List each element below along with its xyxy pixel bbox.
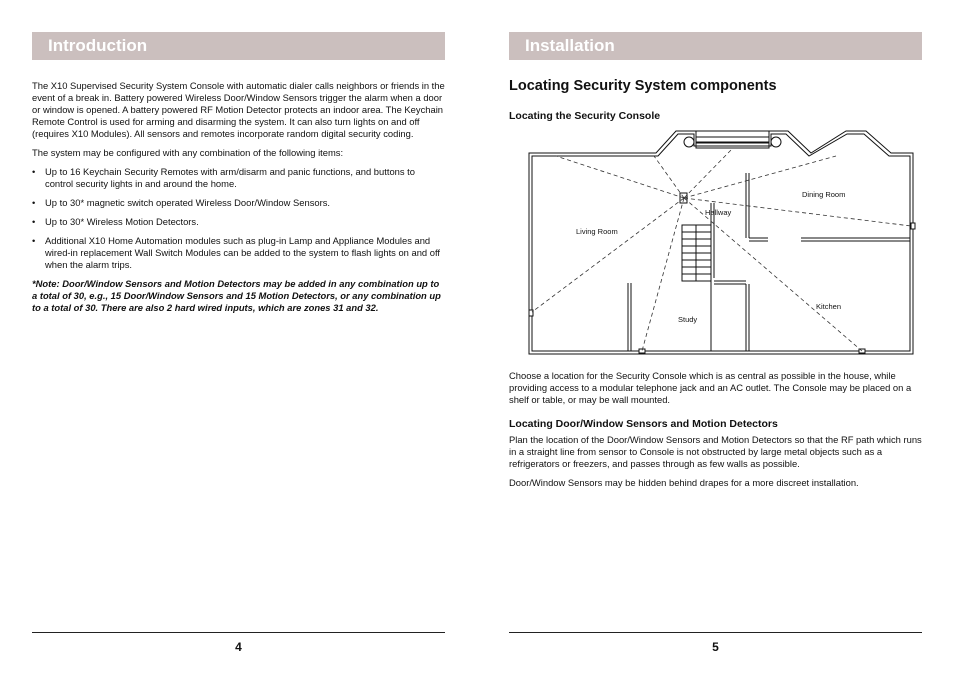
rf-path [684,148,733,198]
sensor [529,310,533,316]
rf-path [654,156,684,198]
section-heading: Locating Security System components [509,78,777,94]
fixture-circle [684,137,694,147]
fireplace [696,131,769,148]
floor-plan-diagram [526,128,918,359]
list-item: • Up to 30* magnetic switch operated Wireless Door/Window Sensors. [32,197,445,209]
sensors-body [509,434,922,496]
right-page [509,0,922,677]
console-sub-heading: Locating the Security Console [509,110,661,122]
page-number: 4 [235,640,242,654]
label-hallway: Hallway [705,208,732,217]
sensors-paragraph: Plan the location of the Door/Window Sensors and Motion Detectors so that the RF path which runs in a straight line from sensor to Console is not obstructed by large metal objects such as a refrigerators or freezers, and passes through as few walls as possible. [509,434,922,469]
label-living-room: Living Room [576,227,618,236]
label-dining-room: Dining Room [802,190,846,199]
config-paragraph: The system may be configured with any combination of the following items: [32,147,344,158]
label-study: Study [678,315,698,324]
console-paragraph [509,370,922,413]
introduction-body [32,80,445,321]
list-item: • Additional X10 Home Automation modules such as plug-in Lamp and Appliance Modules and wired-in replacement Wall Switch Modules can be added to the system to flash lights on and off when the alarm trips. [32,235,445,271]
footer-divider [509,632,922,633]
list-item: • Up to 30* Wireless Motion Detectors. [32,216,445,228]
left-page [32,0,445,677]
console-text: Choose a location for the Security Console which is as central as possible in the house, while providing access to a modular telephone jack and an AC outlet. The Console may be placed on a shelf or table, or may be wall mounted. [509,370,912,405]
rf-path [532,198,684,312]
installation-banner: Installation [509,32,922,60]
rf-path [556,156,684,198]
introduction-banner: Introduction [32,32,445,60]
label-kitchen: Kitchen [816,302,842,311]
list-item: • Up to 16 Keychain Security Remotes with arm/disarm and panic functions, and buttons to control security lights in and around the home. [32,166,445,190]
sensors-paragraph: Door/Window Sensors may be hidden behind drapes for a more discreet installation. [509,477,859,488]
outer-wall [529,131,913,354]
rf-path [642,198,684,351]
footnote: *Note: Door/Window Sensors and Motion Detectors may be added in any combination up to a total of 30, e.g., 15 Door/Window Sensors and 15 Motion Detectors, or any combination up to a total of 30. There are also 2 hard wired inputs, which are zones 31 and 32. [32,278,441,313]
sensor [911,223,915,229]
fixture-circle [771,137,781,147]
intro-paragraph: The X10 Supervised Security System Console with automatic dialer calls neighbors or friends in the event of a break in. Battery powered Wireless Door/Window Sensors trigger the alarm when a door or window is opened. A battery powered RF Motion Detector protects an indoor area. The Keychain Remote Control is used for arming and disarming the system. It can also turn lights on and off (requires X10 Modules). All sensors and remotes incorporate random digital security coding. [32,80,445,139]
component-list [32,166,445,271]
footer-divider [32,632,445,633]
page-number: 5 [712,640,719,654]
sensors-sub-heading: Locating Door/Window Sensors and Motion Detectors [509,418,778,430]
